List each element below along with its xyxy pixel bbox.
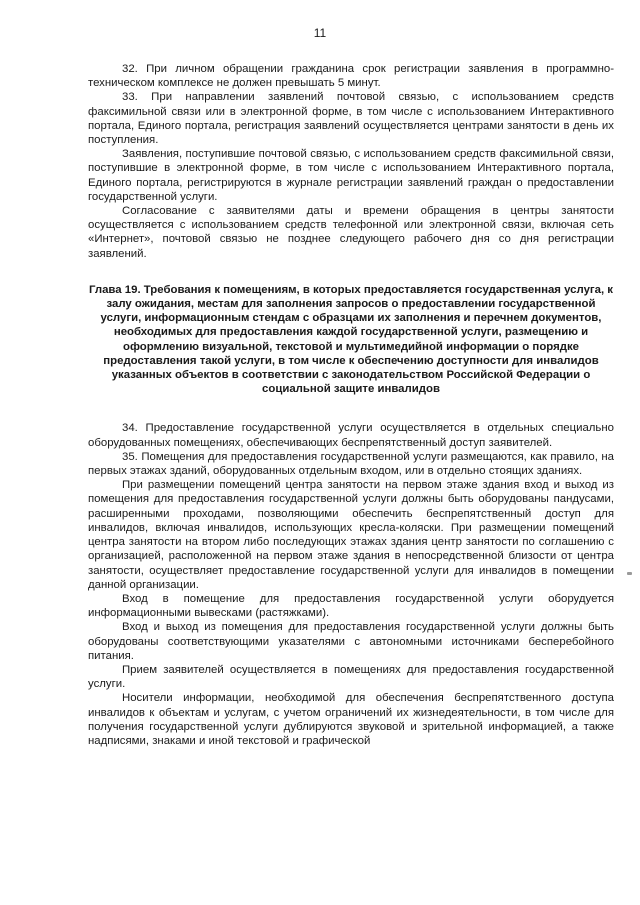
paragraph-32: 32. При личном обращении гражданина срок регистрации заявления в программно-техническом комплексе не должен превышать 5 минут. bbox=[88, 63, 614, 90]
paragraph-33: 33. При направлении заявлений почтовой связью, с использованием средств факсимильной связи или в электронной форме, в том числе с использованием Интерактивного портала, Единого портала, регистрация заявлений осуществляется центрами занятости в день их поступления. bbox=[88, 91, 614, 147]
paragraph-scheduling: Согласование с заявителями даты и времени обращения в центры занятости осуществляется с использованием средств телефонной или электронной связи, включая сеть «Интернет», почтовой связью не позднее следующего рабочего дня со дня регистрации заявлений. bbox=[88, 205, 614, 260]
paragraph-ground-floor: При размещении помещений центра занятости на первом этаже здания вход и выход из помещения для предоставления государственной услуги должны быть оборудованы пандусами, расширенными проходами, позволяющими обеспечить беспрепятственный доступ для инвалидов, включая инвалидов, использующих кресла-коляски. При размещении помещений центра занятости на втором либо последующих этажах здания центр занятости по соглашению с организацией, расположенной на первом этаже здания в непосредственной близости от центра занятости, осуществляет предоставление государственной услуги для инвалидов в помещении данной организации. bbox=[88, 479, 614, 591]
paragraph-information-media: Носители информации, необходимой для обеспечения беспрепятственного доступа инвалидов к объектам и услугам, с учетом ограничений их жизнедеятельности, в том числе для получения государственной услуги дублируются звуковой и зрительной информацией, а также надписями, знаками и иной текстовой и графической bbox=[88, 692, 614, 747]
document-body bbox=[88, 62, 614, 748]
paragraph-mail-registration: Заявления, поступившие почтовой связью, с использованием средств факсимильной связи, поступившие в электронной форме, в том числе с использованием Интерактивного портала, Единого портала, регистрируются в журнале регистрации заявлений граждан о предоставлении государственной услуги. bbox=[88, 148, 614, 203]
page-number: 11 bbox=[313, 26, 327, 40]
paragraph-35: 35. Помещения для предоставления государственной услуги размещаются, как правило, на первых этажах зданий, оборудованных отдельным входом, или в отдельно стоящих зданиях. bbox=[88, 450, 614, 478]
chapter-19-heading: Глава 19. Требования к помещениям, в которых предоставляется государственная услуга, к залу ожидания, местам для заполнения запросов о предоставлении государственной услуги, информационным стендам с образцами их заполнения и перечнем документов, необходимых для предоставления каждой государственной услуги, размещению и оформлению визуальной, текстовой и мультимедийной информации о порядке предоставления такой услуги, в том числе к обеспечению доступности для инвалидов указанных объектов в соответствии с законодательством Российской Федерации о социальной защите инвалидов bbox=[88, 283, 614, 396]
paragraph-signage: Вход в помещение для предоставления государственной услуги оборудуется информационными вывесками (растяжками). bbox=[88, 592, 614, 620]
paragraph-entrance-pointers: Вход и выход из помещения для предоставления государственной услуги должны быть оборудованы соответствующими указателями с автономными источниками бесперебойного питания. bbox=[88, 621, 614, 662]
scan-artifact-mark bbox=[627, 572, 632, 575]
paragraph-reception: Прием заявителей осуществляется в помещениях для предоставления государственной услуги. bbox=[88, 663, 614, 691]
paragraph-34: 34. Предоставление государственной услуги осуществляется в отдельных специально оборудованных помещениях, обеспечивающих беспрепятственный доступ заявителей. bbox=[88, 422, 614, 449]
